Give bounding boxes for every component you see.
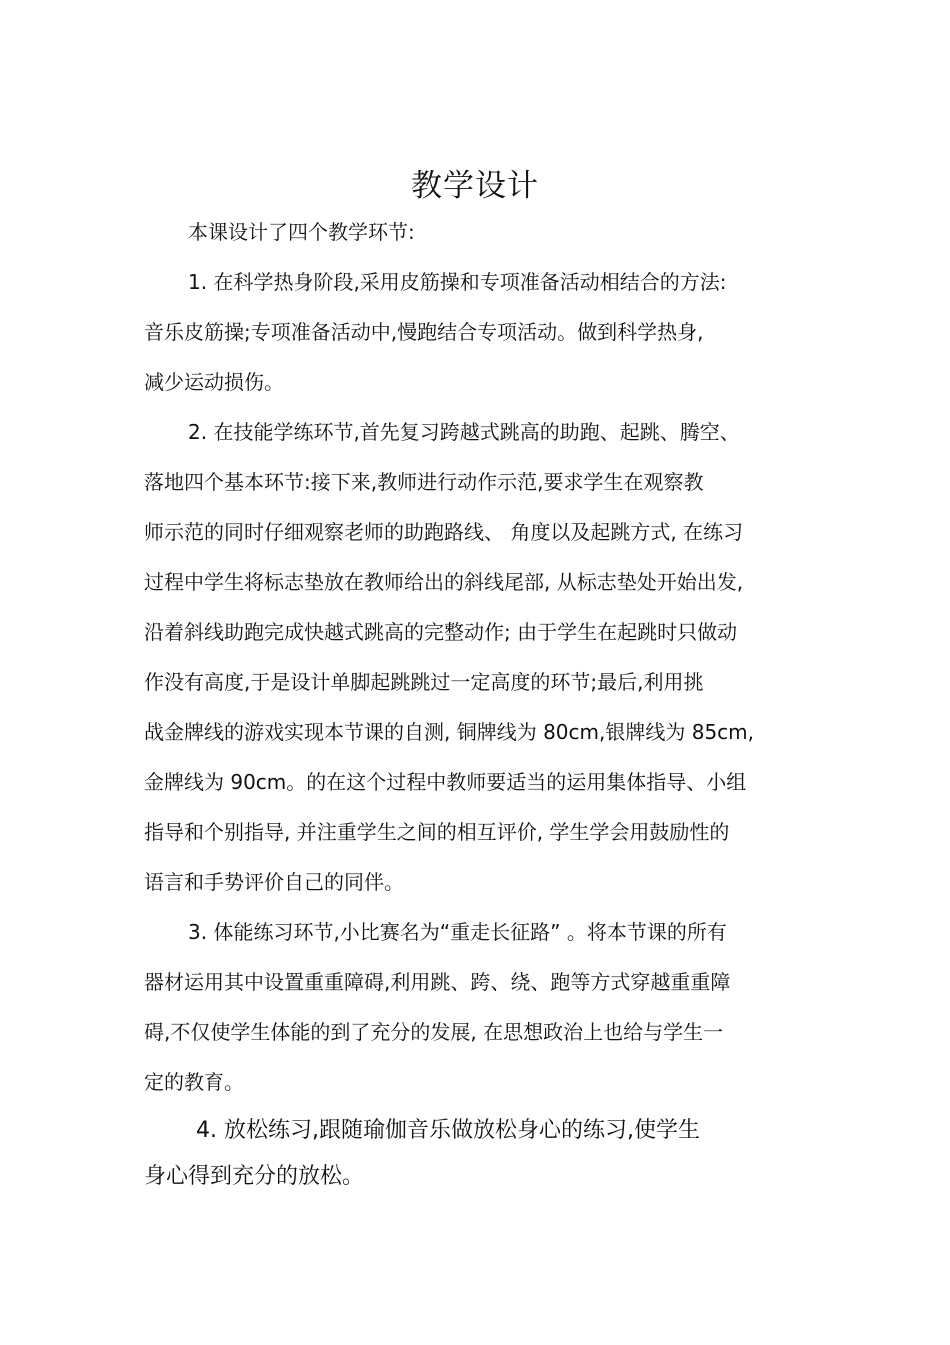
paragraph-3-line-1: 3. 体能练习环节,小比赛名为“重走长征路” 。将本节课的所有 (188, 920, 727, 944)
paragraph-4-line-1: 4. 放松练习,跟随瑜伽音乐做放松身心的练习,使学生 (196, 1118, 700, 1143)
paragraph-1-line-3: 减少运动损伤。 (144, 370, 284, 394)
paragraph-2-line-10: 语言和手势评价自己的同伴。 (144, 870, 404, 894)
paragraph-2-line-9: 指导和个别指导, 并注重学生之间的相互评价, 学生学会用鼓励性的 (144, 820, 730, 844)
paragraph-3-line-3: 碍,不仅使学生体能的到了充分的发展, 在思想政治上也给与学生一 (144, 1020, 724, 1044)
paragraph-2-line-7: 战金牌线的游戏实现本节课的自测, 铜牌线为 80cm,银牌线为 85cm, (144, 720, 754, 744)
paragraph-2-line-2: 落地四个基本环节:接下来,教师进行动作示范,要求学生在观察教 (144, 470, 704, 494)
paragraph-3-line-4: 定的教育。 (144, 1070, 244, 1094)
paragraph-2-line-6: 作没有高度,于是设计单脚起跳跳过一定高度的环节;最后,利用挑 (144, 670, 704, 694)
paragraph-3-line-2: 器材运用其中设置重重障碍,利用跳、跨、绕、跑等方式穿越重重障 (144, 970, 731, 994)
paragraph-1-line-2: 音乐皮筋操;专项准备活动中,慢跑结合专项活动。做到科学热身, (144, 320, 704, 344)
intro-line: 本课设计了四个教学环节: (188, 220, 415, 244)
paragraph-2-line-8: 金牌线为 90cm。的在这个过程中教师要适当的运用集体指导、小组 (144, 770, 747, 794)
document-title: 教学设计 (411, 168, 539, 204)
paragraph-2-line-5: 沿着斜线助跑完成快越式跳高的完整动作; 由于学生在起跳时只做动 (144, 620, 738, 644)
paragraph-2-line-1: 2. 在技能学练环节,首先复习跨越式跳高的助跑、起跳、腾空、 (188, 420, 740, 444)
paragraph-2-line-4: 过程中学生将标志垫放在教师给出的斜线尾部, 从标志垫处开始出发, (144, 570, 744, 594)
paragraph-1-line-1: 1. 在科学热身阶段,采用皮筋操和专项准备活动相结合的方法: (188, 270, 727, 294)
paragraph-2-line-3: 师示范的同时仔细观察老师的助跑路线、 角度以及起跳方式, 在练习 (144, 520, 744, 544)
paragraph-4-line-2: 身心得到充分的放松。 (144, 1164, 365, 1189)
